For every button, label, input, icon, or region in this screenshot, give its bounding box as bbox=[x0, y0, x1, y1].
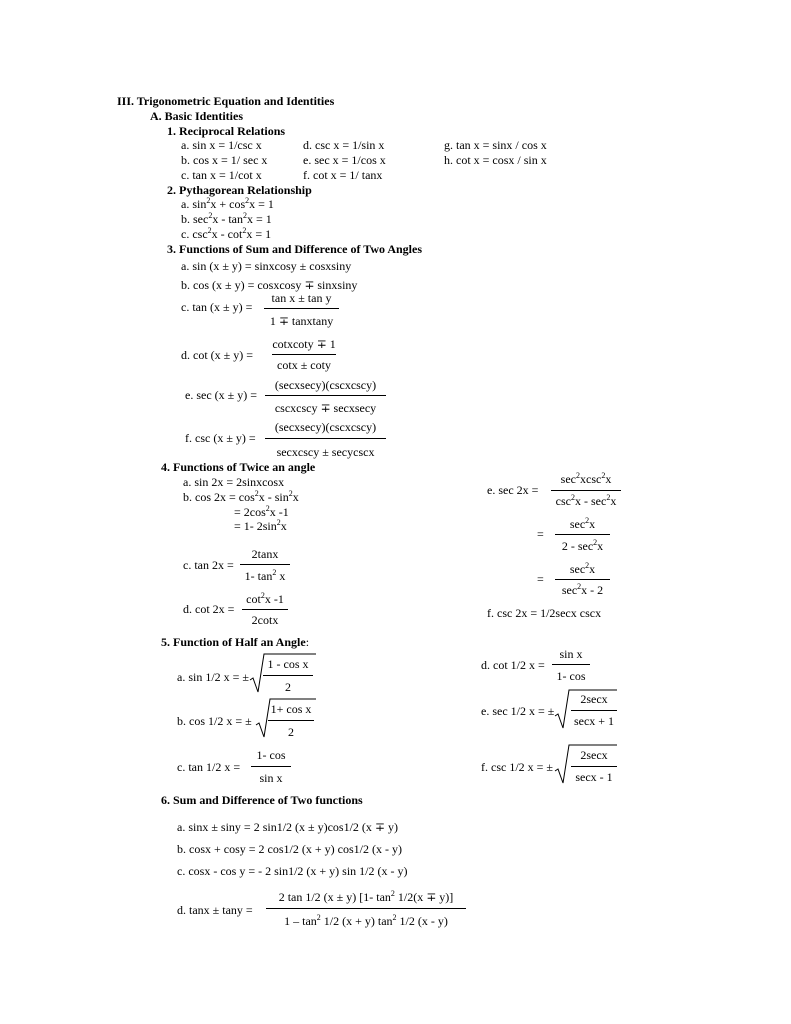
fraction-bar bbox=[251, 766, 291, 767]
sum-two-c: c. cosx - cos y = - 2 sin1/2 (x + y) sin 1/2 (x - y) bbox=[177, 864, 408, 878]
half-title: 5. Function of Half an Angle: bbox=[161, 635, 310, 649]
reciprocal-title: 1. Reciprocal Relations bbox=[167, 124, 286, 138]
twice-d-lhs: d. cot 2x = bbox=[183, 602, 235, 616]
reciprocal-b: b. cos x = 1/ sec x bbox=[181, 153, 268, 167]
sum-diff-b: b. cos (x ± y) = cosxcosy ∓ sinxsiny bbox=[181, 278, 358, 292]
reciprocal-g: g. tan x = sinx / cos x bbox=[444, 138, 547, 152]
half-e-num: 2secx bbox=[580, 692, 608, 706]
fraction-bar bbox=[263, 675, 313, 676]
twice-e3-den: $\sec^2x - 2$ bbox=[561, 582, 604, 597]
reciprocal-f: f. cot x = 1/ tanx bbox=[303, 168, 383, 182]
fraction-bar bbox=[571, 766, 617, 767]
twice-title: 4. Functions of Twice an angle bbox=[161, 460, 316, 474]
fraction-bar bbox=[552, 664, 590, 665]
twice-f: f. csc 2x = 1/2secx cscx bbox=[487, 606, 602, 620]
subsection-title: A. Basic Identities bbox=[150, 109, 243, 123]
twice-a: a. sin 2x = 2sinxcosx bbox=[183, 475, 285, 489]
sum-diff-e-num: (secxsecy)(cscxcscy) bbox=[274, 378, 377, 392]
pythagorean-c: c. $\csc^2x - \cot^2x = 1$ bbox=[181, 226, 272, 241]
sum-diff-c-lhs: c. tan (x ± y) = bbox=[181, 300, 253, 314]
pythagorean-b: b. $\sec^2x - \tan^2x = 1$ bbox=[181, 211, 272, 226]
half-d-den: 1- cos bbox=[556, 669, 586, 683]
half-c-den: sin x bbox=[259, 771, 283, 785]
twice-d-den: 2cotx bbox=[251, 613, 279, 627]
pythagorean-a: a. $\sin^2x + \cos^2x = 1$ bbox=[181, 196, 274, 211]
twice-e-eq1: = bbox=[537, 527, 544, 541]
sum-diff-f-lhs: f. csc (x ± y) = bbox=[185, 431, 256, 445]
sum-two-d-lhs: d. tanx ± tany = bbox=[177, 903, 253, 917]
twice-e2-num: $\sec^2x$ bbox=[569, 516, 596, 531]
reciprocal-a: a. sin x = 1/csc x bbox=[181, 138, 262, 152]
fraction-bar bbox=[265, 438, 386, 439]
reciprocal-c: c. tan x = 1/cot x bbox=[181, 168, 262, 182]
reciprocal-e: e. sec x = 1/cos x bbox=[303, 153, 386, 167]
sum-diff-title: 3. Functions of Sum and Difference of Two Angles bbox=[167, 242, 423, 256]
half-d-lhs: d. cot 1/2 x = bbox=[481, 658, 545, 672]
half-a-lhs: a. sin 1/2 x = ± bbox=[177, 670, 250, 684]
sum-diff-c-den: 1 ∓ tanxtany bbox=[269, 314, 334, 328]
twice-e-lhs: e. sec 2x = bbox=[487, 483, 539, 497]
sum-diff-d-den: cotx ± coty bbox=[277, 358, 331, 372]
fraction-bar bbox=[242, 609, 288, 610]
section-title: III. Trigonometric Equation and Identities bbox=[117, 94, 335, 108]
half-c-lhs: c. tan 1/2 x = bbox=[177, 760, 241, 774]
fraction-bar bbox=[571, 710, 617, 711]
sum-diff-d-num: cotxcoty ∓ 1 bbox=[272, 337, 336, 351]
sum-diff-d-lhs: d. cot (x ± y) = bbox=[181, 348, 254, 362]
sum-two-d-num: 2 tan 1/2 (x ± y) [1- $\tan^2 1/2(x \mp y)$] bbox=[278, 889, 454, 904]
twice-e-eq2: = bbox=[537, 572, 544, 586]
sum-diff-c-num: tan x ± tan y bbox=[271, 291, 332, 305]
pythagorean-title: 2. Pythagorean Relationship bbox=[167, 183, 312, 197]
sum-diff-e-lhs: e. sec (x ± y) = bbox=[185, 388, 257, 402]
twice-b2: = $2\cos^2x$ -1 bbox=[234, 504, 289, 519]
half-a-num: 1 - cos x bbox=[267, 657, 309, 671]
half-b-num: 1+ cos x bbox=[270, 702, 312, 716]
twice-b: b. $\cos 2x = \cos^2x - \sin^2x$ bbox=[183, 489, 299, 504]
twice-c-lhs: c. tan 2x = bbox=[183, 558, 234, 572]
twice-b3: = 1- $2\sin^2x$ bbox=[234, 518, 287, 533]
twice-e3-num: $\sec^2x$ bbox=[569, 561, 596, 576]
twice-e-den: $\csc^2x - \sec^2x$ bbox=[555, 493, 617, 508]
fraction-bar bbox=[240, 564, 290, 565]
sum-diff-f-num: (secxsecy)(cscxcscy) bbox=[274, 420, 377, 434]
twice-c-den: 1- $\tan^2 x$ bbox=[244, 568, 286, 583]
twice-e-num: $\sec^2xcsc^2x$ bbox=[560, 471, 612, 486]
sum-diff-a: a. sin (x ± y) = sinxcosy ± cosxsiny bbox=[181, 259, 352, 273]
reciprocal-h: h. cot x = cosx / sin x bbox=[444, 153, 547, 167]
half-b-lhs: b. cos 1/2 x = ± bbox=[177, 714, 252, 728]
sum-diff-f-den: secxcscy ± secycscx bbox=[276, 445, 375, 459]
fraction-bar bbox=[268, 720, 314, 721]
twice-e2-den: $2 - \sec^2x$ bbox=[561, 538, 604, 553]
sum-two-b: b. cosx + cosy = 2 cos1/2 (x + y) cos1/2 (x - y) bbox=[177, 842, 402, 856]
fraction-bar bbox=[264, 308, 339, 309]
fraction-bar bbox=[555, 579, 610, 580]
half-c-num: 1- cos bbox=[256, 748, 286, 762]
half-e-lhs: e. sec 1/2 x = ± bbox=[481, 704, 555, 718]
half-a-den: 2 bbox=[285, 680, 291, 694]
sum-two-d-den: $1 - \tan^2 1/2$ (x + y) $\tan^2 1/2$ (x - y) bbox=[284, 913, 448, 928]
half-f-num: 2secx bbox=[580, 748, 608, 762]
half-d-num: sin x bbox=[559, 647, 583, 661]
half-b-den: 2 bbox=[288, 725, 294, 739]
twice-d-num: $\cot^2x$ -1 bbox=[246, 591, 284, 606]
sum-two-title: 6. Sum and Difference of Two functions bbox=[161, 793, 363, 807]
half-e-den: secx + 1 bbox=[573, 714, 615, 728]
fraction-bar bbox=[265, 395, 386, 396]
fraction-bar bbox=[551, 490, 621, 491]
reciprocal-d: d. csc x = 1/sin x bbox=[303, 138, 385, 152]
half-f-den: secx - 1 bbox=[575, 770, 613, 784]
fraction-bar bbox=[266, 908, 466, 909]
sum-diff-e-den: cscxcscy ∓ secxsecy bbox=[274, 401, 377, 415]
fraction-bar bbox=[555, 534, 610, 535]
twice-c-num: 2tanx bbox=[251, 547, 279, 561]
sum-two-a: a. sinx ± siny = 2 sin1/2 (x ± y)cos1/2 (x ∓ y) bbox=[177, 820, 398, 834]
fraction-bar bbox=[272, 354, 336, 355]
half-f-lhs: f. csc 1/2 x = ± bbox=[481, 760, 554, 774]
